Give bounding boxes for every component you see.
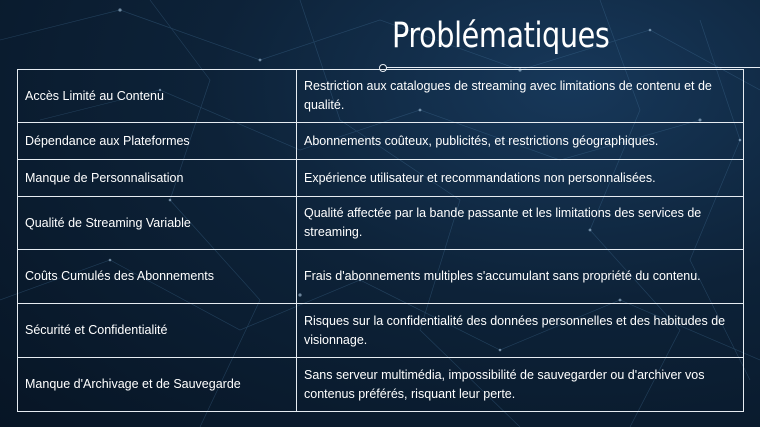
table-row: [18, 123, 744, 160]
description-cell: Risques sur la confidentialité des données personnelles et des habitudes de visionnage.: [297, 304, 744, 358]
description-cell: Restriction aux catalogues de streaming avec limitations de contenu et de qualité.: [297, 70, 744, 123]
issue-cell: Dépendance aux Plateformes: [18, 123, 297, 160]
issue-cell: Manque de Personnalisation: [18, 160, 297, 197]
description-cell: Sans serveur multimédia, impossibilité de sauvegarder ou d'archiver vos contenus préférés, risquant leur perte.: [297, 358, 744, 412]
problems-table: [17, 69, 744, 412]
issue-cell: Accès Limité au Contenu: [18, 70, 297, 123]
table-row: [18, 160, 744, 197]
description-cell: Frais d'abonnements multiples s'accumulant sans propriété du contenu.: [297, 250, 744, 304]
table-row: [18, 70, 744, 123]
table-row: [18, 250, 744, 304]
issue-cell: Sécurité et Confidentialité: [18, 304, 297, 358]
title-underline: [383, 67, 760, 68]
table-row: [18, 304, 744, 358]
page-title: Problématiques: [392, 16, 610, 56]
issue-cell: Manque d'Archivage et de Sauvegarde: [18, 358, 297, 412]
description-cell: Qualité affectée par la bande passante et les limitations des services de streaming.: [297, 197, 744, 250]
table-row: [18, 358, 744, 412]
table-row: [18, 197, 744, 250]
description-cell: Abonnements coûteux, publicités, et restrictions géographiques.: [297, 123, 744, 160]
issue-cell: Qualité de Streaming Variable: [18, 197, 297, 250]
issue-cell: Coûts Cumulés des Abonnements: [18, 250, 297, 304]
description-cell: Expérience utilisateur et recommandations non personnalisées.: [297, 160, 744, 197]
